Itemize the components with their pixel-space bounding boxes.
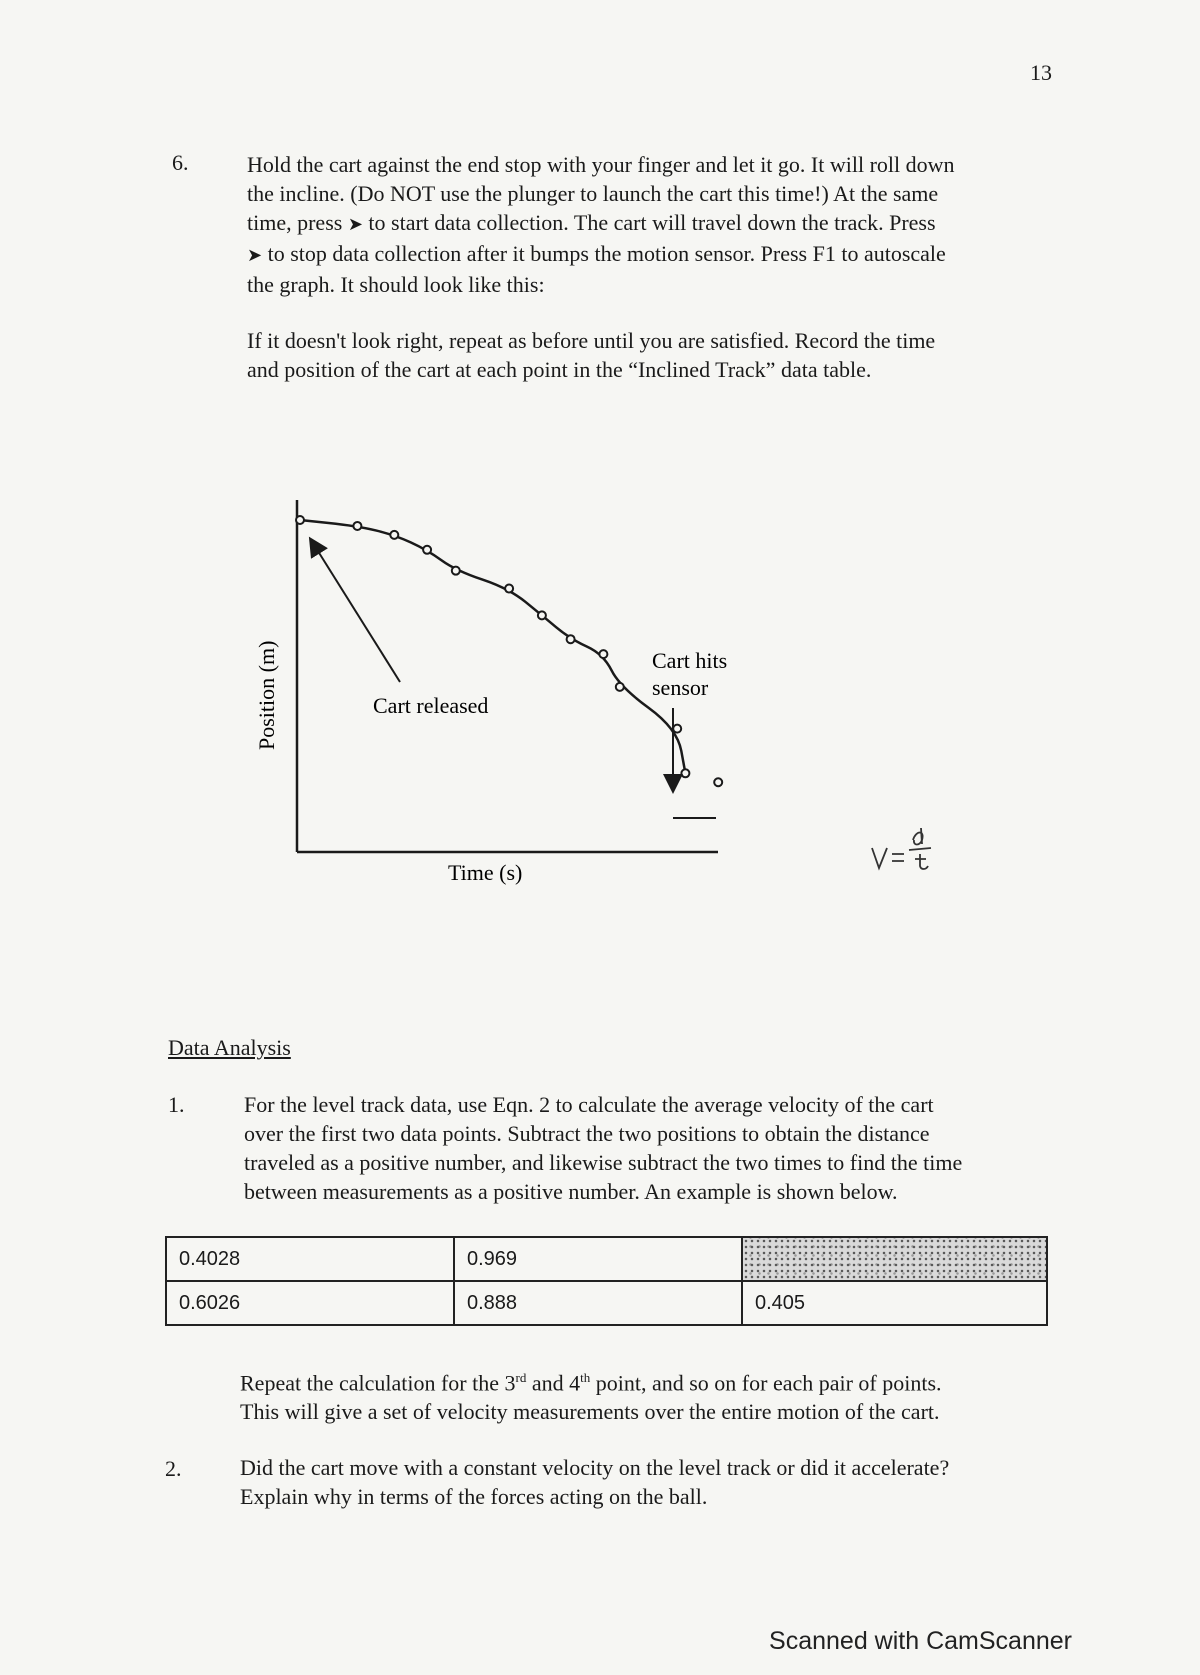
step6-line-part: time, press	[247, 210, 343, 235]
handwritten-t	[915, 854, 928, 869]
question1-line: between measurements as a positive number. An example is shown below.	[244, 1179, 898, 1204]
superscript: th	[580, 1370, 591, 1385]
handwritten-d-stem	[921, 828, 922, 844]
annotation-cart-hits: Cart hits	[652, 648, 728, 673]
scanner-watermark: Scanned with CamScanner	[769, 1627, 1072, 1655]
repeat-line-part: and 4	[526, 1370, 581, 1396]
x-axis-label: Time (s)	[448, 860, 523, 885]
table-cell-obscured	[742, 1237, 1047, 1281]
question1-line: For the level track data, use Eqn. 2 to calculate the average velocity of the cart	[244, 1092, 934, 1117]
step6-line: If it doesn't look right, repeat as before until you are satisfied. Record the time	[247, 328, 936, 353]
annotation-cart-released: Cart released	[373, 693, 489, 718]
repeat-line	[240, 1363, 1080, 1397]
page-number: 13	[1030, 60, 1052, 85]
table-row	[166, 1237, 1047, 1281]
repeat-line-part: point, and so on for each pair of points.	[590, 1370, 942, 1396]
question2-line: Did the cart move with a constant velocity on the level track or did it accelerate?	[240, 1455, 950, 1480]
step-number: 6.	[172, 150, 189, 175]
table-cell: 0.6026	[166, 1281, 454, 1325]
repeat-line-part: Repeat the calculation for the 3	[240, 1370, 516, 1396]
data-point-0	[296, 516, 304, 524]
data-point-12	[714, 778, 722, 786]
data-point-10	[673, 725, 681, 733]
question-number: 2.	[165, 1456, 182, 1481]
step6-line-part: to stop data collection after it bumps the motion sensor. Press F1 to autoscale	[267, 241, 946, 266]
repeat-instructions	[240, 1363, 1080, 1426]
data-point-4	[452, 567, 460, 575]
table-row	[166, 1281, 1047, 1325]
table-cell: 0.888	[454, 1281, 742, 1325]
handwritten-equals	[892, 854, 904, 861]
table-cell: 0.405	[742, 1281, 1047, 1325]
data-point-9	[616, 683, 624, 691]
data-point-2	[390, 531, 398, 539]
data-point-1	[353, 522, 361, 530]
data-point-11	[681, 769, 689, 777]
step6-line: the graph. It should look like this:	[247, 272, 545, 297]
annotation-sensor: sensor	[652, 675, 709, 700]
section-title-data-analysis: Data Analysis	[168, 1035, 291, 1060]
question1-text	[244, 1090, 1074, 1206]
handwritten-fraction-bar	[909, 848, 931, 850]
play-arrow-icon: ➤	[247, 245, 263, 266]
data-point-7	[567, 635, 575, 643]
handwritten-v	[872, 848, 887, 868]
data-point-6	[538, 611, 546, 619]
table-cell: 0.4028	[166, 1237, 454, 1281]
step6-line: the incline. (Do NOT use the plunger to launch the cart this time!) At the same	[247, 181, 939, 206]
superscript: rd	[515, 1370, 527, 1385]
cart-released-arrow	[311, 540, 400, 682]
data-point-8	[599, 650, 607, 658]
data-point-5	[505, 585, 513, 593]
data-point-3	[423, 546, 431, 554]
table-cell: 0.969	[454, 1237, 742, 1281]
play-arrow-icon: ➤	[347, 214, 363, 235]
step6-line-part: to start data collection. The cart will travel down the track. Press	[368, 210, 936, 235]
step6-line: and position of the cart at each point in the “Inclined Track” data table.	[247, 357, 872, 382]
position-curve	[300, 520, 685, 773]
step6-line: Hold the cart against the end stop with your finger and let it go. It will roll down	[247, 152, 955, 177]
question2-line: Explain why in terms of the forces acting on the ball.	[240, 1484, 708, 1509]
question1-line: over the first two data points. Subtract the two positions to obtain the distance	[244, 1121, 930, 1146]
question2-text	[240, 1453, 1080, 1511]
y-axis-label: Position (m)	[254, 640, 279, 750]
handwritten-note	[872, 828, 931, 869]
question-number: 1.	[168, 1092, 185, 1117]
question1-line: traveled as a positive number, and likewise subtract the two times to find the time	[244, 1150, 963, 1175]
example-table	[165, 1236, 1048, 1326]
repeat-line: This will give a set of velocity measurements over the entire motion of the cart.	[240, 1399, 940, 1425]
